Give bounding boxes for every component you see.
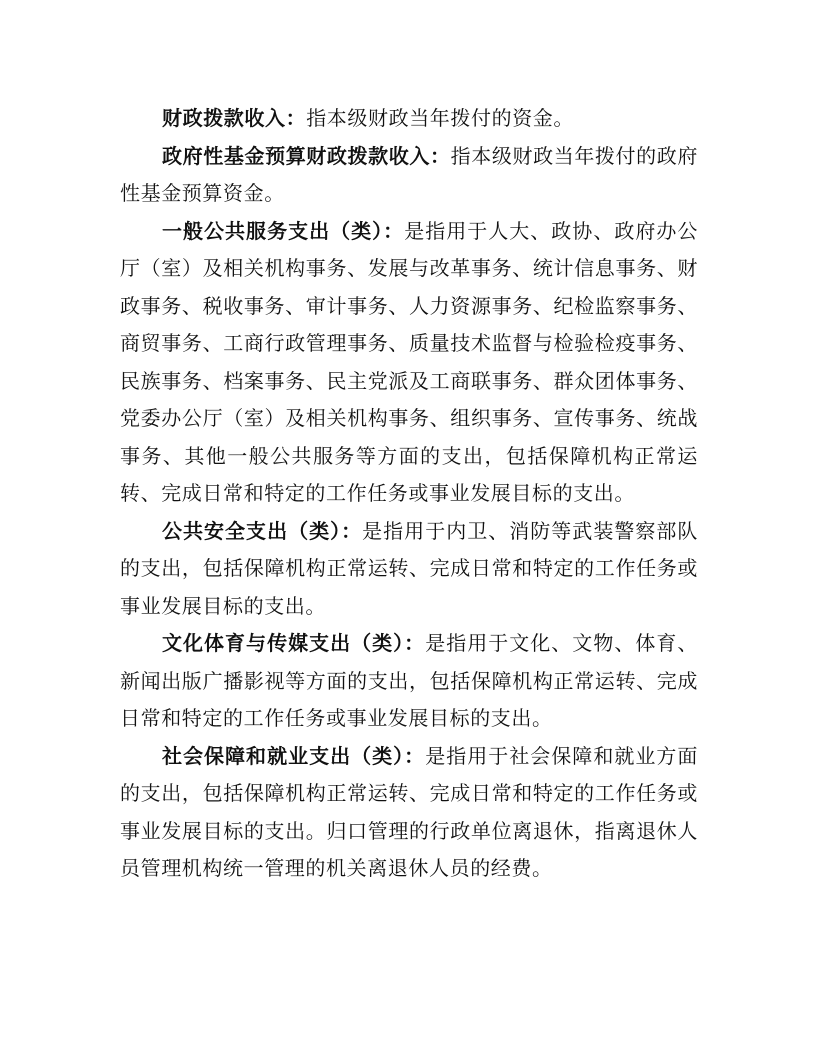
definition-paragraph-social-security-employment	[120, 738, 698, 888]
term-definition: 指本级财政当年拨付的政府性基金预算资金。	[120, 143, 698, 205]
term-definition: 是指用于文化、文物、体育、新闻出版广播影视等方面的支出，包括保障机构正常运转、完成日常和特定的工作任务或事业发展目标的支出。	[120, 631, 698, 730]
term-heading: 公共安全支出（类）：	[162, 518, 363, 543]
term-heading: 财政拨款收入：	[162, 106, 307, 130]
term-heading: 文化体育与传媒支出（类）：	[162, 631, 426, 655]
term-heading: 政府性基金预算财政拨款收入：	[162, 143, 451, 168]
term-definition: 是指用于人大、政协、政府办公厅（室）及相关机构事务、发展与改革事务、统计信息事务、财政事务、税收事务、审计事务、人力资源事务、纪检监察事务、商贸事务、工商行政管理事务、质量技术监督与检验检疫事务、民族事务、档案事务、民主党派及工商联事务、群众团体事务、党委办公厅（室）及相关机构事务、组织事务、宣传事务、统战事务、其他一般公共服务等方面的支出，包括保障机构正常运转、完成日常和特定的工作任务或事业发展目标的支出。	[120, 218, 698, 505]
definition-paragraph-appropriation-income	[120, 100, 698, 138]
definition-paragraph-public-security	[120, 513, 698, 626]
term-heading: 社会保障和就业支出（类）：	[162, 743, 426, 768]
term-definition: 是指用于社会保障和就业方面的支出，包括保障机构正常运转、完成日常和特定的工作任务或事业发展目标的支出。归口管理的行政单位离退休，指离退休人员管理机构统一管理的机关离退休人员的经费。	[120, 743, 698, 880]
definition-paragraph-fund-budget-income	[120, 138, 698, 213]
term-definition: 指本级财政当年拨付的资金。	[306, 106, 575, 130]
term-heading: 一般公共服务支出（类）：	[162, 218, 405, 243]
term-definition: 是指用于内卫、消防等武装警察部队的支出，包括保障机构正常运转、完成日常和特定的工作任务或事业发展目标的支出。	[120, 518, 698, 618]
definition-paragraph-culture-sports-media	[120, 625, 698, 738]
definition-paragraph-general-public-services	[120, 213, 698, 513]
document-body	[120, 100, 698, 888]
